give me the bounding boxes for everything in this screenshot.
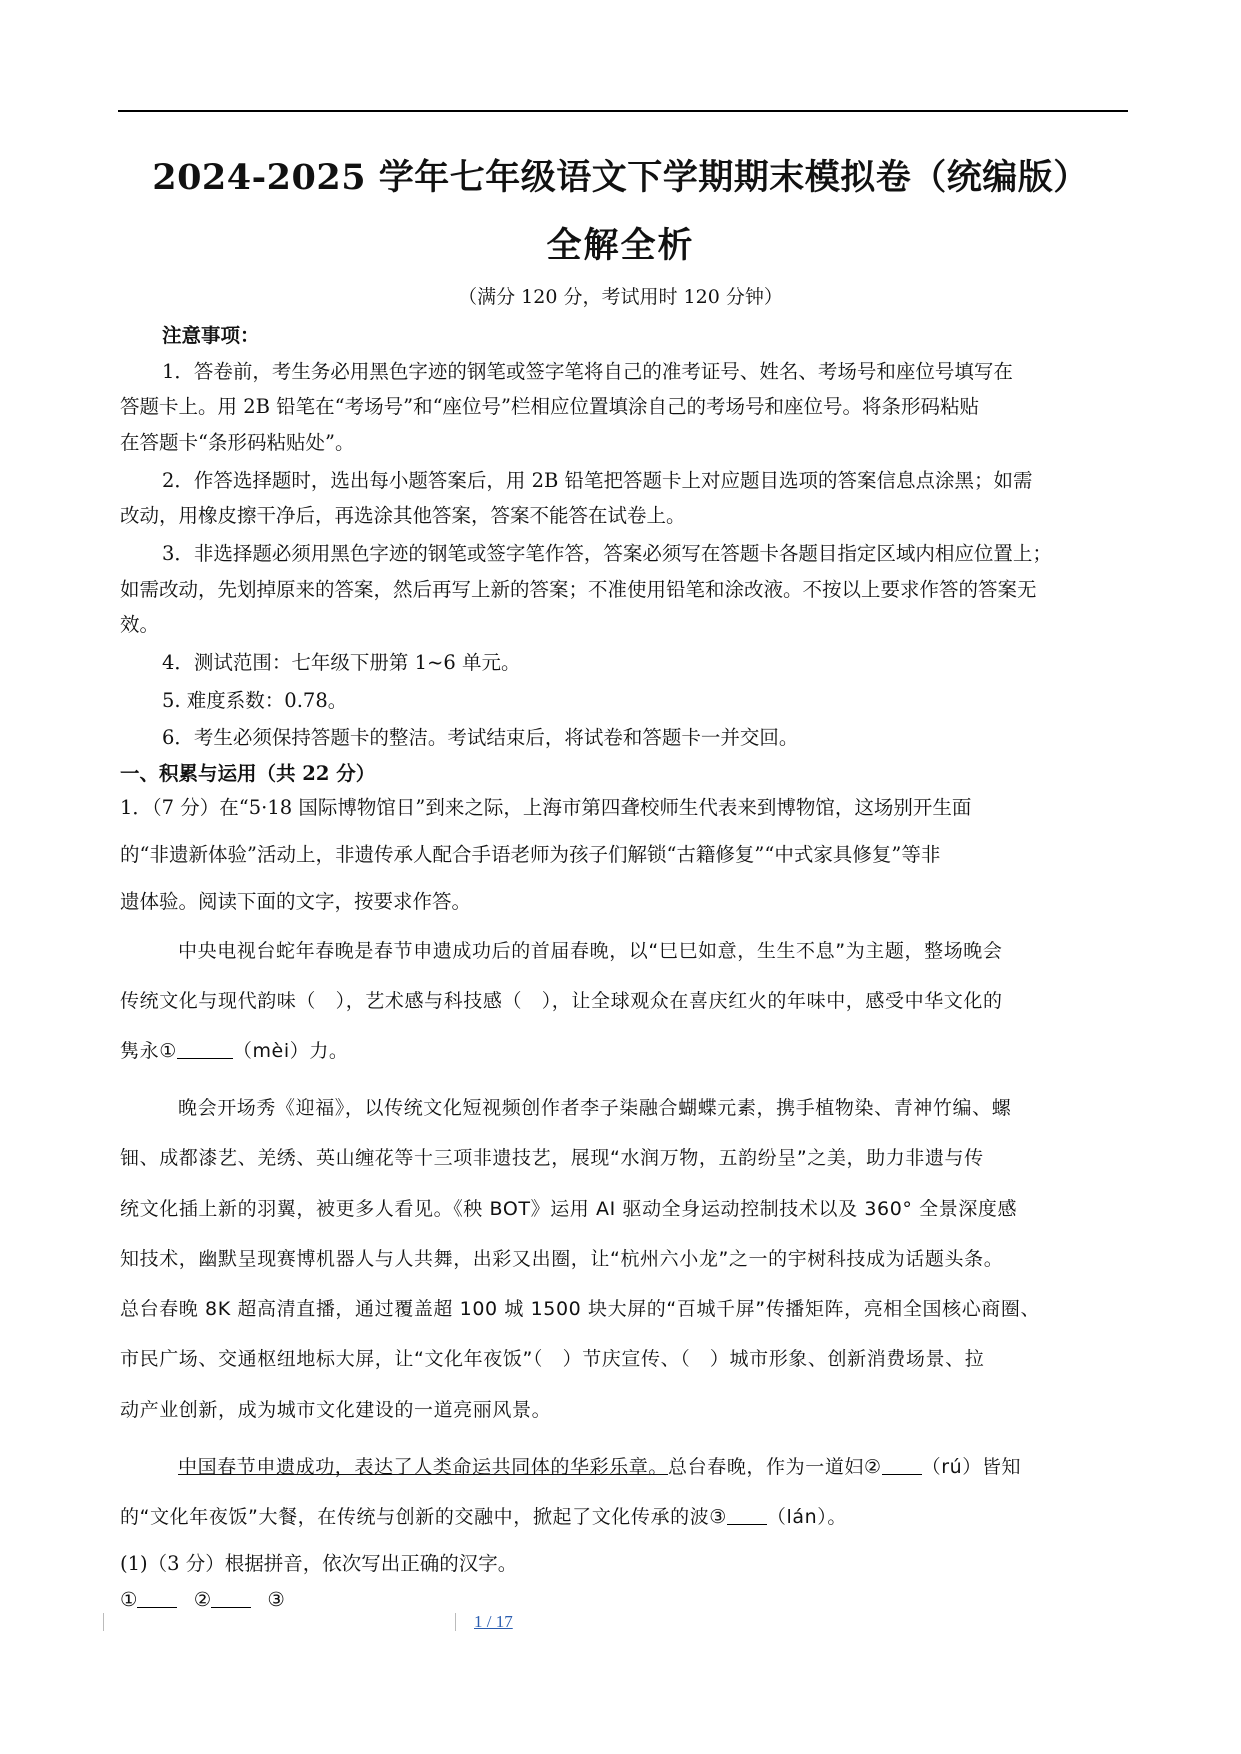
notice-line: 在答题卡“条形码粘贴处”。 bbox=[120, 431, 355, 454]
notice-line: 改动，用橡皮擦干净后，再选涂其他答案，答案不能答在试卷上。 bbox=[120, 504, 686, 527]
passage-text: 的“文化年夜饭”大餐，在传统与创新的交融中，掀起了文化传承的波③ bbox=[120, 1506, 727, 1528]
footer-divider bbox=[455, 1613, 456, 1631]
answer-blank-2[interactable] bbox=[882, 1456, 922, 1475]
passage-line: 动产业创新，成为城市文化建设的一道亮丽风景。 bbox=[120, 1399, 552, 1421]
passage-line bbox=[120, 1036, 349, 1063]
passage-line: 中央电视台蛇年春晚是春节申遗成功后的首届春晚，以“巳巳如意，生生不息”为主题，整场晚会 bbox=[178, 940, 1003, 962]
notice-line: 1．答卷前，考生务必用黑色字迹的钢笔或签字笔将自己的准考证号、姓名、考场号和座位号填写在 bbox=[162, 360, 1013, 383]
answer-field-2[interactable] bbox=[211, 1589, 251, 1608]
passage-text: （mèi）力。 bbox=[232, 1040, 349, 1062]
passage-line: 传统文化与现代韵味（ ），艺术感与科技感（ ），让全球观众在喜庆红火的年味中，感受中华文化的 bbox=[120, 990, 1003, 1012]
question-text: 的“非遗新体验”活动上，非遗传承人配合手语老师为孩子们解锁“古籍修复”“中式家具修复”等非 bbox=[120, 843, 941, 866]
passage-line: 钿、成都漆艺、羌绣、英山缠花等十三项非遗技艺，展现“水润万物，五韵纷呈”之美，助力非遗与传 bbox=[120, 1147, 984, 1169]
notice-line: 如需改动，先划掉原来的答案，然后再写上新的答案；不准使用铅笔和涂改液。不按以上要求作答的答案无 bbox=[120, 578, 1037, 601]
answer-marker-1: ① bbox=[120, 1588, 138, 1611]
answer-field-1[interactable] bbox=[137, 1589, 177, 1608]
answer-line bbox=[120, 1588, 285, 1611]
sub-question: (1)（3 分）根据拼音，依次写出正确的汉字。 bbox=[120, 1552, 518, 1575]
question-text: 遗体验。阅读下面的文字，按要求作答。 bbox=[120, 890, 472, 913]
footer-divider bbox=[103, 1613, 104, 1631]
passage-line: 市民广场、交通枢纽地标大屏，让“文化年夜饭”（ ）节庆宣传、（ ）城市形象、创新消费场景、拉 bbox=[120, 1348, 985, 1370]
notice-line: 效。 bbox=[120, 613, 160, 636]
answer-marker-2: ② bbox=[193, 1588, 212, 1611]
notice-line: 2．作答选择题时，选出每小题答案后，用 2B 铅笔把答题卡上对应题目选项的答案信息点涂黑；如需 bbox=[162, 469, 1033, 492]
passage-text: （lán）。 bbox=[766, 1506, 847, 1528]
underlined-sentence: 中国春节申遗成功，表达了人类命运共同体的华彩乐章。 bbox=[178, 1456, 669, 1478]
answer-blank-1[interactable] bbox=[177, 1040, 233, 1059]
passage-line: 晚会开场秀《迎福》，以传统文化短视频创作者李子柒融合蝴蝶元素，携手植物染、青神竹编、螺 bbox=[178, 1097, 1012, 1119]
notice-heading: 注意事项： bbox=[162, 324, 260, 347]
passage-line: 统文化插上新的羽翼，被更多人看见。《秧 BOT》运用 AI 驱动全身运动控制技术以及 360° 全景深度感 bbox=[120, 1198, 1018, 1220]
passage-line bbox=[120, 1502, 847, 1529]
passage-line: 总台春晚 8K 超高清直播，通过覆盖超 100 城 1500 块大屏的“百城千屏”传播矩阵，亮相全国核心商圈、 bbox=[120, 1298, 1041, 1320]
page-number-link[interactable]: 1 / 17 bbox=[474, 1612, 513, 1631]
passage-line bbox=[178, 1452, 1021, 1479]
section-heading: 一、积累与运用（共 22 分） bbox=[120, 762, 376, 785]
notice-line: 4．测试范围：七年级下册第 1~6 单元。 bbox=[162, 651, 521, 674]
score-info: （满分 120 分，考试用时 120 分钟） bbox=[458, 286, 783, 308]
passage-text: （rú）皆知 bbox=[921, 1456, 1022, 1478]
answer-marker-3: ③ bbox=[267, 1588, 285, 1611]
page-subtitle: 全解全析 bbox=[546, 225, 695, 266]
answer-blank-3[interactable] bbox=[727, 1506, 767, 1525]
notice-line: 3．非选择题必须用黑色字迹的钢笔或签字笔作答，答案必须写在答题卡各题目指定区域内相应位置上； bbox=[162, 542, 1052, 565]
notice-line: 5. 难度系数：0.78。 bbox=[162, 689, 348, 712]
question-text: 1．（7 分）在“5·18 国际博物馆日”到来之际，上海市第四聋校师生代表来到博物馆，这场别开生面 bbox=[120, 796, 972, 819]
passage-line: 知技术，幽默呈现赛博机器人与人共舞，出彩又出圈，让“杭州六小龙”之一的宇树科技成为话题头条。 bbox=[120, 1248, 1004, 1270]
page-title: 2024-2025 学年七年级语文下学期期末模拟卷（统编版） bbox=[152, 157, 1089, 198]
header-rule bbox=[118, 110, 1128, 112]
passage-text: 总台春晚，作为一道妇② bbox=[668, 1456, 882, 1478]
notice-line: 6．考生必须保持答题卡的整洁。考试结束后，将试卷和答题卡一并交回。 bbox=[162, 726, 799, 749]
notice-line: 答题卡上。用 2B 铅笔在“考场号”和“座位号”栏相应位置填涂自己的考场号和座位号。将条形码粘贴 bbox=[120, 395, 980, 418]
passage-text: 隽永① bbox=[120, 1040, 177, 1062]
